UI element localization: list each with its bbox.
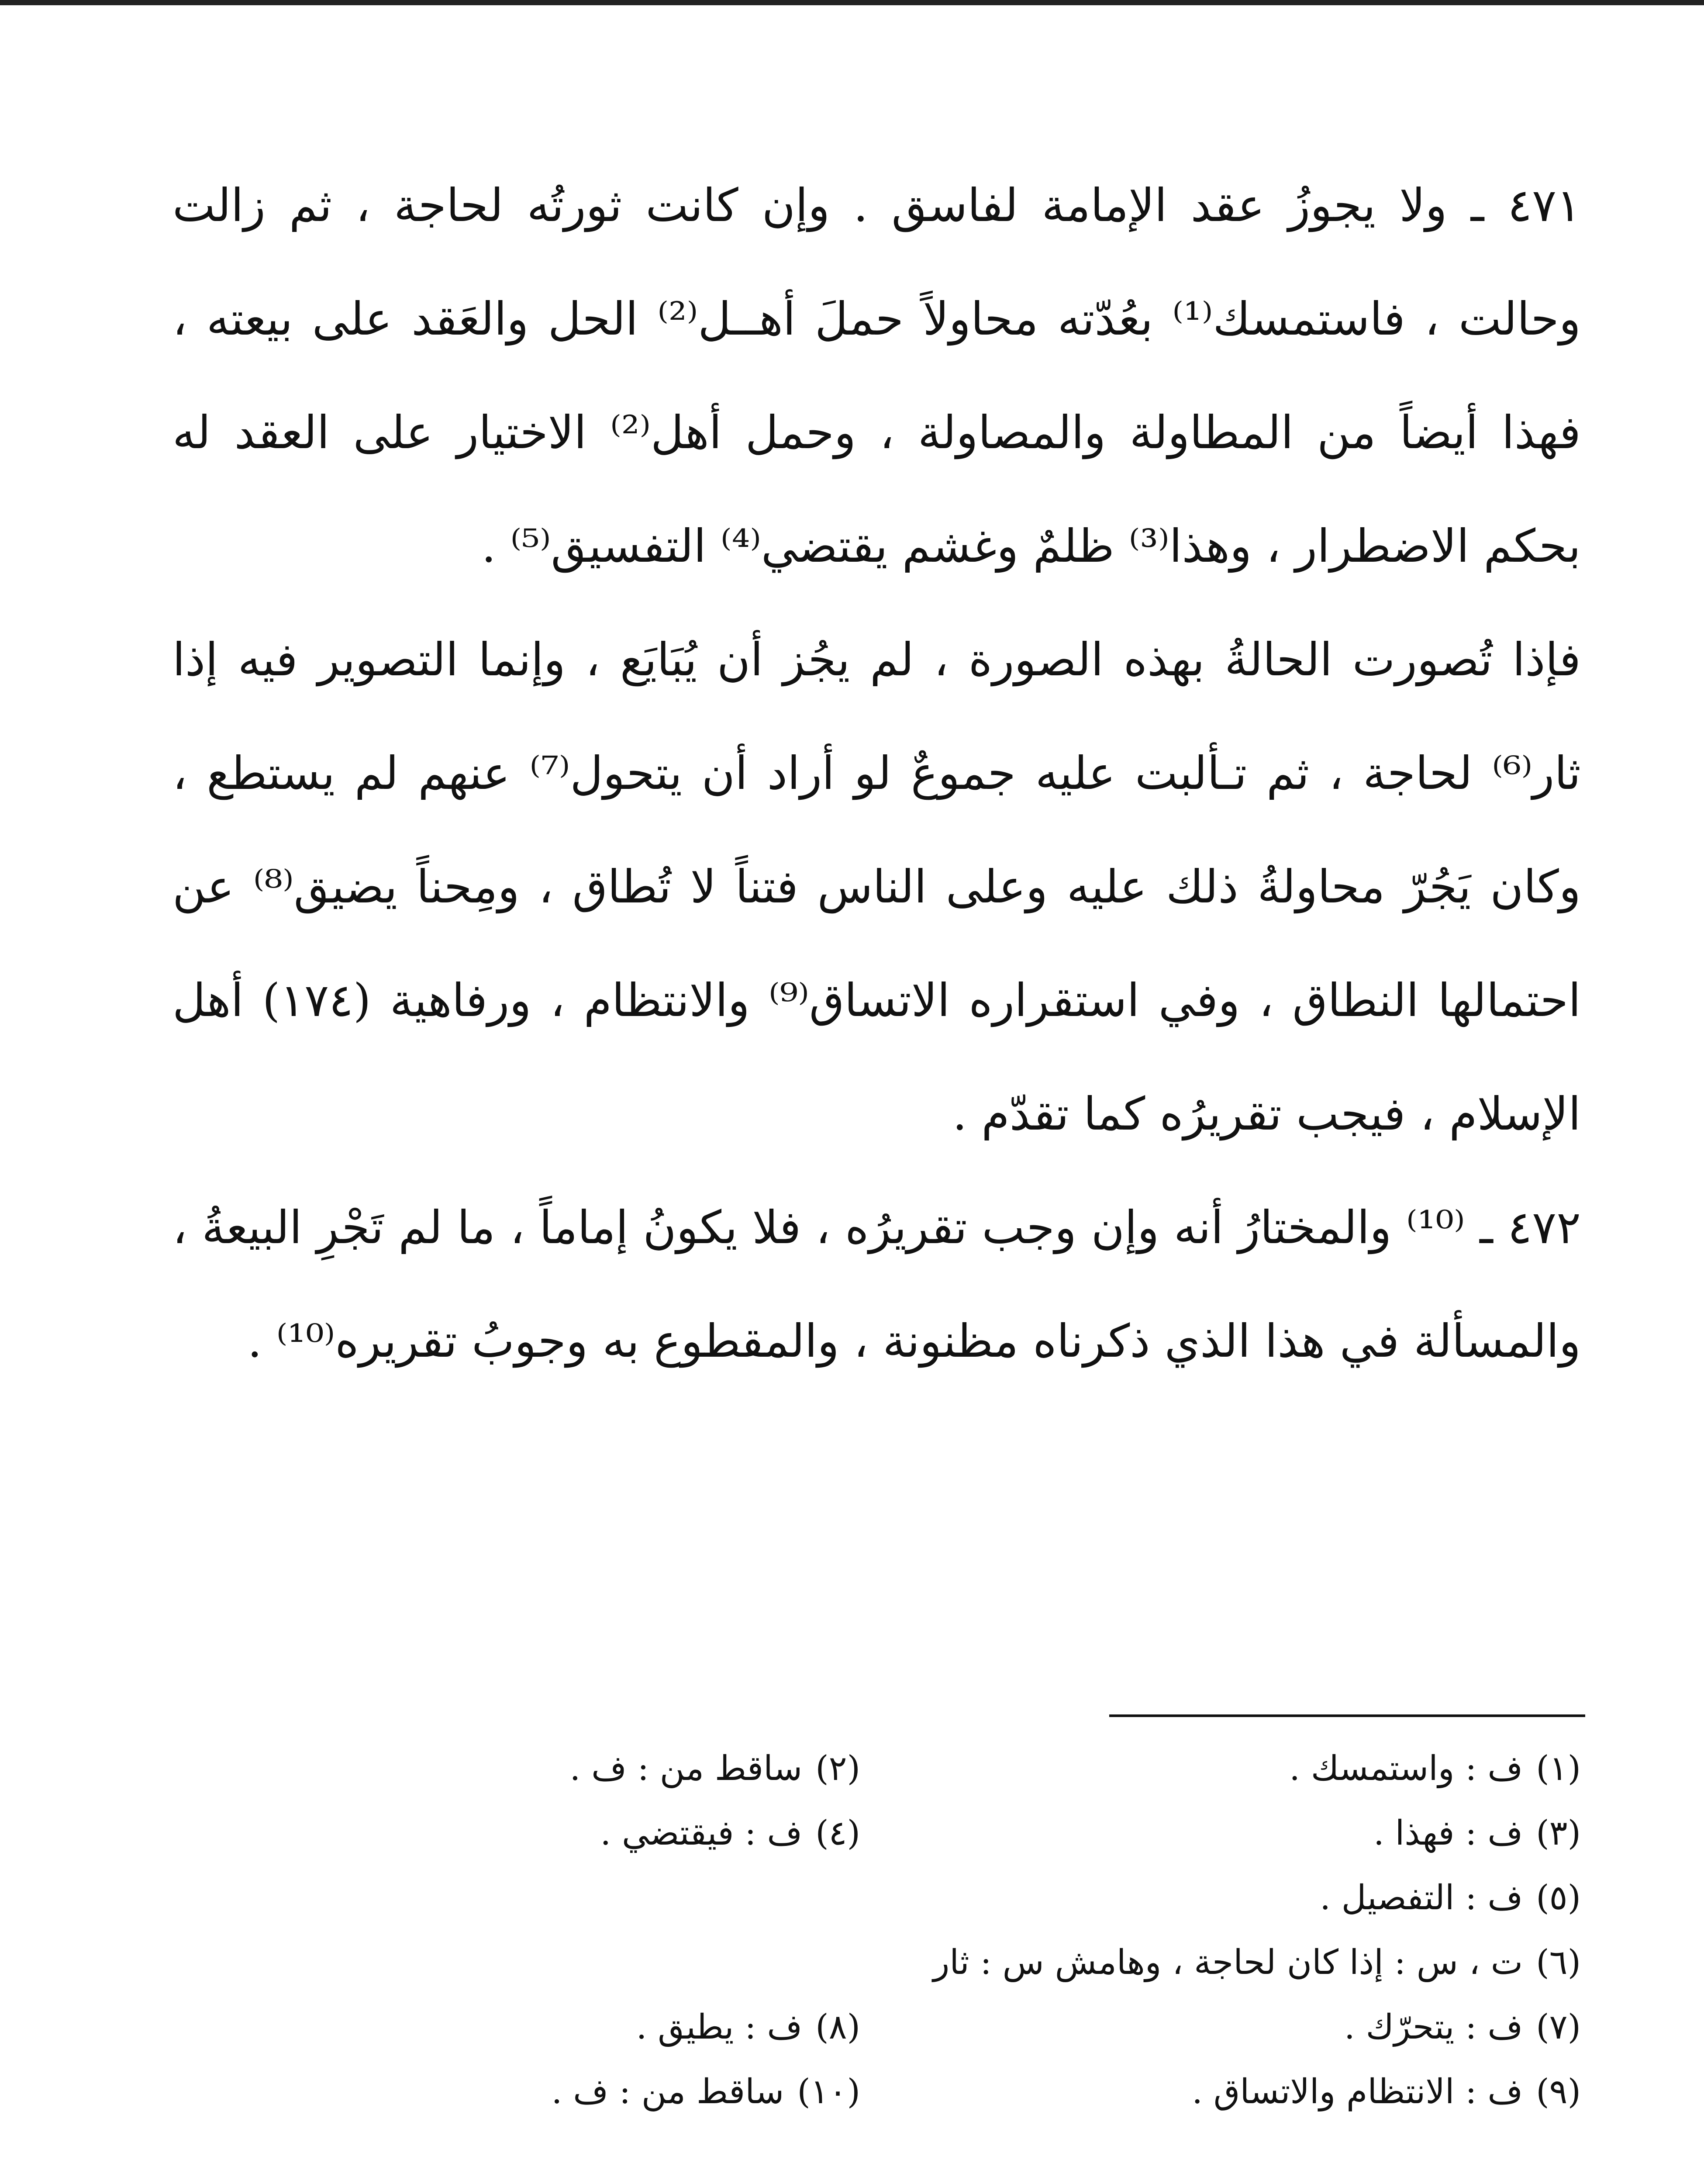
page-top-edge: [0, 0, 1704, 5]
footnote-text: ف : يطيق .: [636, 2008, 803, 2047]
footnote-text: ف : التفصيل .: [1320, 1878, 1523, 1918]
footnote-text: ف : فهذا .: [1373, 1814, 1523, 1853]
footnote-number: (٤): [815, 1814, 860, 1853]
footnote-10: [140, 2060, 860, 2124]
footnote-8: [140, 1995, 860, 2060]
footnote-number: (٧): [1536, 2008, 1581, 2047]
footnote-1: [860, 1736, 1581, 1801]
main-text-block: [172, 149, 1581, 1398]
footnote-number: (٨): [815, 2008, 860, 2047]
footnote-7: [860, 1995, 1581, 2060]
footnote-2: [140, 1736, 860, 1801]
footnote-row: [172, 1736, 1581, 1801]
paragraph-continuation: فإذا تُصورت الحالةُ بهذه الصورة ، لم يجُز أن يُبَايَع ، وإنما التصوير فيه إذا ثار⁽⁶⁾ لحاجة ، ثم تـألبت عليه جموعٌ لو أراد أن يتحول⁽⁷⁾ عنهم لم يستطع ، وكان يَجُرّ محاولةُ ذلك عليه وعلى الناس فتناً لا تُطاق ، ومِحناً يضيق⁽⁸⁾ عن احتمالها النطاق ، وفي استقراره الاتساق⁽⁹⁾ والانتظام ، ورفاهية (١٧٤) أهل الإسلام ، فيجب تقريرُه كما تقدّم .: [172, 633, 1581, 1140]
footnote-row: [172, 1866, 1581, 1930]
footnote-row: [172, 1930, 1581, 1995]
footnote-6: [172, 1930, 1581, 1995]
footnote-4: [140, 1801, 860, 1866]
footnote-text: ساقط من : ف .: [551, 2072, 784, 2111]
footnote-number: (٥): [1536, 1878, 1581, 1918]
footnote-9: [860, 2060, 1581, 2124]
footnote-text: ت ، س : إذا كان لحاجة ، وهامش س : ثار: [933, 1943, 1523, 1982]
footnote-text: ف : واستمسك .: [1289, 1749, 1523, 1788]
footnote-number: (١): [1536, 1749, 1581, 1788]
footnote-row: [172, 2060, 1581, 2124]
paragraph-472: ٤٧٢ ـ ⁽¹⁰⁾ والمختارُ أنه وإن وجب تقريرُه ، فلا يكونُ إماماً ، ما لم تَجْرِ البيعةُ ، والمسألة في هذا الذي ذكرناه مظنونة ، والمقطوع به وجوبُ تقريره⁽¹⁰⁾ .: [172, 1201, 1581, 1368]
footnote-number: (٦): [1536, 1943, 1581, 1982]
footnote-number: (٢): [815, 1749, 860, 1788]
footnote-text: ف : يتحرّك .: [1344, 2008, 1523, 2047]
footnote-number: (١٠): [797, 2072, 860, 2111]
footnote-row: [172, 1995, 1581, 2060]
footnote-5: [172, 1866, 1581, 1930]
footnote-text: ساقط من : ف .: [569, 1749, 803, 1788]
footnote-text: ف : فيقتضي .: [600, 1814, 803, 1853]
footnotes-block: [172, 1736, 1581, 2124]
footnote-number: (٩): [1536, 2072, 1581, 2111]
footnote-divider: [1109, 1714, 1585, 1717]
footnote-3: [860, 1801, 1581, 1866]
footnote-text: ف : الانتظام والاتساق .: [1192, 2072, 1523, 2111]
footnote-row: [172, 1801, 1581, 1866]
footnote-number: (٣): [1536, 1814, 1581, 1853]
paragraph-471: ٤٧١ ـ ولا يجوزُ عقد الإمامة لفاسق . وإن كانت ثورتُه لحاجة ، ثم زالت وحالت ، فاستمسك⁽¹⁾ بعُدّته محاولاً حملَ أهــل⁽²⁾ الحل والعَقد على بيعته ، فهذا أيضاً من المطاولة والمصاولة ، وحمل أهل⁽²⁾ الاختيار على العقد له بحكم الاضطرار ، وهذا⁽³⁾ ظلمٌ وغشم يقتضي⁽⁴⁾ التفسيق⁽⁵⁾ .: [172, 179, 1581, 573]
